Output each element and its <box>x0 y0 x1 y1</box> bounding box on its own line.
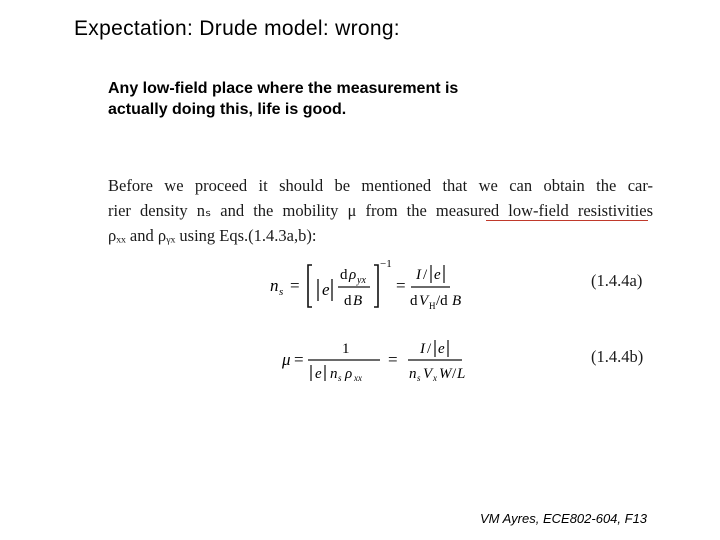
svg-text:/: / <box>423 267 428 283</box>
slide-subtitle <box>108 78 528 120</box>
excerpt-line-1: Before we proceed it should be mentioned that we can obtain the car- <box>108 176 653 195</box>
svg-text:d: d <box>410 293 418 309</box>
svg-text:s: s <box>417 373 421 383</box>
svg-text:e: e <box>315 366 322 382</box>
svg-text:=: = <box>396 276 406 295</box>
subtitle-line-1: Any low-field place where the measurement is <box>108 80 459 97</box>
excerpt-line-3: ρₓₓ and ρᵧₓ using Eqs.(1.4.3a,b): <box>108 226 317 245</box>
svg-text:=: = <box>388 350 398 369</box>
svg-text:1: 1 <box>342 341 350 357</box>
excerpt-line-2: rier density nₛ and the mobility μ from the measured low-field resistivities <box>108 201 653 220</box>
textbook-excerpt-image <box>108 173 658 393</box>
svg-text:I: I <box>420 341 425 357</box>
svg-text:V: V <box>419 293 429 309</box>
svg-text:yx: yx <box>357 275 366 286</box>
svg-text:=: = <box>294 350 304 369</box>
svg-text:e: e <box>438 341 445 357</box>
svg-text:B: B <box>452 293 462 309</box>
svg-text:s: s <box>338 373 342 383</box>
svg-text:/: / <box>427 341 432 357</box>
low-field-resistivities-underline <box>486 220 648 221</box>
excerpt-paragraph <box>108 173 653 248</box>
svg-text:d: d <box>344 293 352 309</box>
svg-text:L: L <box>457 366 466 382</box>
svg-text:s: s <box>279 286 284 298</box>
svg-text:I: I <box>416 267 421 283</box>
svg-text:=: = <box>290 276 300 295</box>
svg-text:n: n <box>330 366 338 382</box>
svg-text:e: e <box>434 267 441 283</box>
svg-text:n: n <box>409 366 417 382</box>
svg-text:V: V <box>423 366 433 382</box>
svg-text:H: H <box>429 301 436 311</box>
svg-text:W: W <box>439 366 452 382</box>
equation-number-b: (1.4.4b) <box>591 347 644 366</box>
footer-credit: VM Ayres, ECE802-604, F13 <box>480 511 648 526</box>
equation-number-a: (1.4.4a) <box>591 271 643 290</box>
subtitle-line-2: actually doing this, life is good. <box>108 101 347 118</box>
svg-text:/: / <box>452 366 457 382</box>
svg-text:−1: −1 <box>380 258 392 270</box>
slide-title: Expectation: Drude model: wrong: <box>74 17 400 40</box>
svg-text:d: d <box>340 267 348 283</box>
svg-text:n: n <box>270 276 279 295</box>
svg-text:B: B <box>353 293 363 309</box>
svg-text:μ: μ <box>282 350 291 369</box>
svg-text:xx: xx <box>354 373 362 383</box>
svg-text:ρ: ρ <box>349 267 357 283</box>
svg-text:ρ: ρ <box>345 366 353 382</box>
svg-text:x: x <box>433 373 437 383</box>
svg-text:/d: /d <box>436 293 448 309</box>
svg-text:e: e <box>322 280 330 299</box>
